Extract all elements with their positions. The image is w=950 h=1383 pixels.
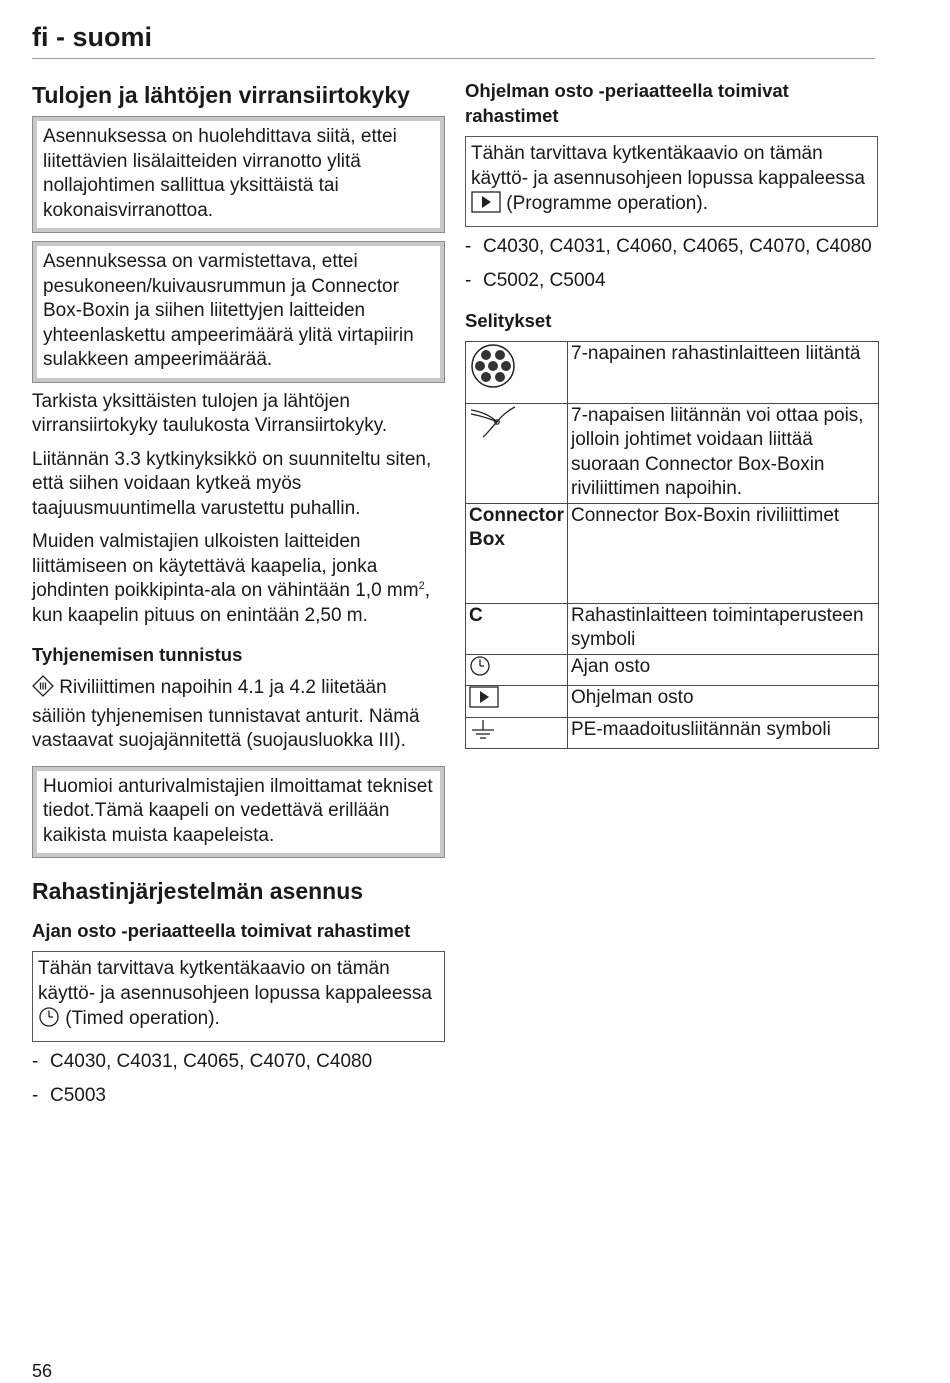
page-number: 56: [32, 1361, 53, 1381]
clock-icon: [469, 655, 491, 685]
legend-symbol-cell: [466, 341, 568, 403]
left-column: [32, 78, 445, 1109]
list-item: - C5003: [32, 1085, 106, 1106]
legend-row: [466, 686, 879, 718]
list-item: - C5002, C5004: [465, 270, 606, 291]
right-column: [465, 78, 878, 749]
legend-symbol-cell: [466, 403, 568, 503]
legend-table: [465, 341, 879, 750]
page-header: [32, 20, 875, 59]
legend-text-cell: Ajan osto: [568, 654, 879, 686]
legend-row: [466, 603, 879, 654]
legend-text-cell: Rahastinlaitteen toimintaperusteen symboli: [568, 603, 879, 654]
timed-model-list: [32, 1050, 445, 1109]
note-text: Huomioi anturivalmistajien ilmoittamat tekniset tiedot.Tämä kaapeli on vedettävä erillään kaikista muista kaapeleista.: [43, 775, 433, 846]
note-text: Asennuksessa on huolehdittava siitä, ettei liitettävien lisälaitteiden virranotto ylitä nollajohtimen sallittua yksittäistä tai kokonaisvirranottoa.: [43, 126, 397, 221]
play-icon: [471, 191, 501, 221]
legend-text-cell: Ohjelman osto: [568, 686, 879, 718]
heading-empty-detection: Tyhjenemisen tunnistus: [32, 644, 243, 665]
heading-coin-system-installation: Rahastinjärjestelmän asennus: [32, 878, 364, 904]
legend-text-cell: 7-napainen rahastinlaitteen liitäntä: [568, 341, 879, 403]
list-item: - C4030, C4031, C4065, C4070, C4080: [32, 1050, 373, 1072]
legend-label-cell: Connector Box: [466, 503, 568, 603]
paragraph-switch-unit: Liitännän 3.3 kytkinyksikkö on suunniteltu siten, että siihen voidaan kytkeä myös taajuusmuuntimella varustettu puhallin.: [32, 448, 432, 519]
legend-row: [466, 654, 879, 686]
paragraph-check-table: Tarkista yksittäisten tulojen ja lähtöjen virransiirtokyky taulukosta Virransiirtokyky.: [32, 390, 388, 436]
note-ampere-total: [32, 241, 445, 383]
heading-legend: Selitykset: [465, 309, 552, 331]
legend-symbol-cell: [466, 686, 568, 718]
legend-text-cell: PE-maadoitusliitännän symboli: [568, 717, 879, 749]
legend-symbol-cell: [466, 654, 568, 686]
legend-row: [466, 503, 879, 603]
play-icon: [469, 686, 499, 716]
box-programme-operation: Tähän tarvittava kytkentäkaavio on tämän käyttö- ja asennusohjeen lopussa kappaleessa (Programme operation).: [465, 136, 878, 227]
7-pin-connector-icon: [469, 374, 517, 395]
legend-label-cell: C: [466, 603, 568, 654]
legend-row: [466, 341, 879, 403]
ground-icon: [469, 718, 497, 748]
page-title: fi - suomi: [32, 22, 152, 52]
paragraph-cable-requirements: Muiden valmistajien ulkoisten laitteiden liittämiseen on käytettävä kaapelia, jonka johdinten poikkipinta-ala on vähintään 1,0 $mm^2$, kun kaapelin pituus on enintään 2,50 m.: [32, 531, 430, 626]
legend-text-cell: 7-napaisen liitännän voi ottaa pois, jolloin johtimet voidaan liittää suoraan Connector Box-Boxin riviliittimen napoihin.: [568, 403, 879, 503]
list-item: - C4030, C4031, C4060, C4065, C4070, C4080: [465, 235, 872, 257]
note-neutral-conductor: [32, 116, 445, 233]
note-text: Asennuksessa on varmistettava, ettei pesukoneen/kuivausrummun ja Connector Box-Boxin ja siihen liitettyjen laitteiden yhteenlaskettu ampeerimäärä ylitä virtapiirin sulakkeen ampeerimäärää.: [43, 251, 414, 370]
legend-text-cell: Connector Box-Boxin riviliittimet: [568, 503, 879, 603]
pliers-icon: [469, 422, 517, 443]
heading-programme-operation: Ohjelman osto -periaatteella toimivat rahastimet: [465, 80, 789, 126]
legend-row: [466, 717, 879, 749]
protection-class-iii-icon: [32, 675, 54, 705]
heading-timed-operation: Ajan osto -periaatteella toimivat rahastimet: [32, 920, 411, 941]
box-timed-operation: Tähän tarvittava kytkentäkaavio on tämän käyttö- ja asennusohjeen lopussa kappaleessa (Timed operation).: [32, 951, 445, 1042]
legend-symbol-cell: [466, 717, 568, 749]
programme-model-list: [465, 235, 878, 294]
legend-row: [466, 403, 879, 503]
paragraph-empty-detection: Riviliittimen napoihin 4.1 ja 4.2 liitetään säiliön tyhjenemisen tunnistavat anturit. Nämä vastaavat suojajännitettä (suojausluokka III).: [32, 677, 420, 751]
note-sensor-specs: [32, 766, 445, 859]
clock-icon: [38, 1006, 60, 1036]
heading-current-capacity: Tulojen ja lähtöjen virransiirtokyky: [32, 82, 410, 108]
